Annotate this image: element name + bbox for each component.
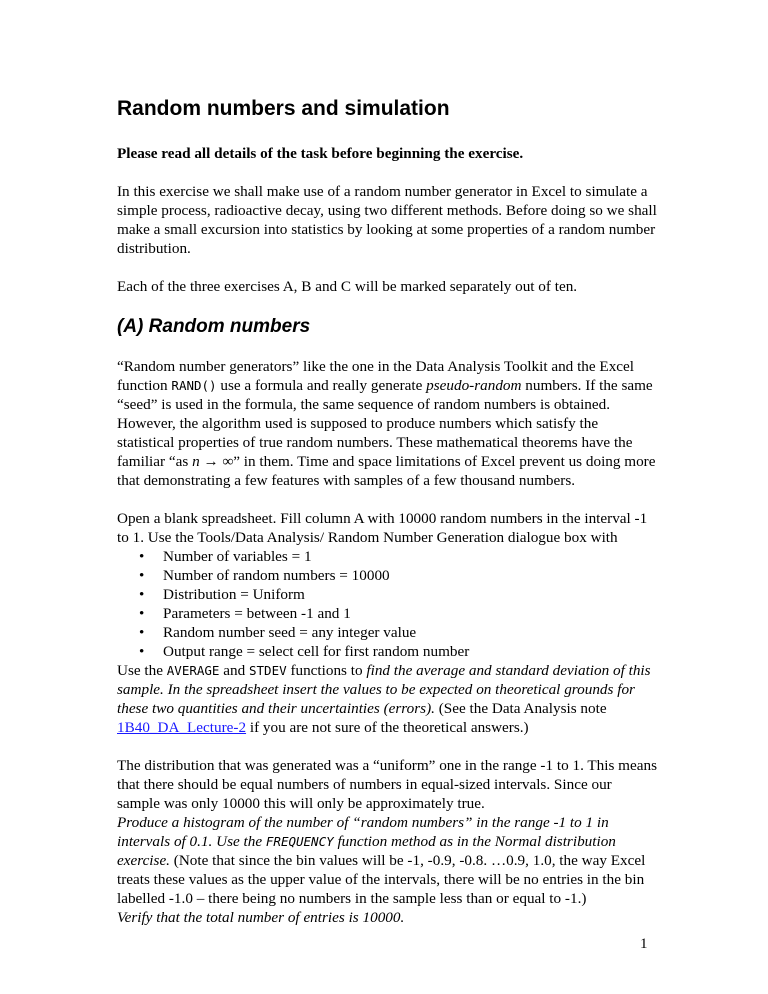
document-body (117, 96, 657, 946)
text-run: “Random number generators” like the one in the Data Analysis Toolkit and the Excel function (117, 358, 634, 394)
task-instruction: function method as in the Normal distribution exercise. (117, 833, 616, 869)
text-run: functions to (286, 662, 367, 679)
average-function: AVERAGE (166, 663, 220, 678)
setup-block (117, 509, 657, 737)
page-title: Random numbers and simulation (117, 97, 450, 120)
limit-expression: n → ∞ (192, 453, 234, 470)
list-item: • Output range = select cell for first random number (163, 642, 657, 661)
text-run: use a formula and really generate (216, 377, 427, 394)
list-item: • Number of variables = 1 (163, 547, 657, 566)
lecture-link[interactable]: 1B40_DA_Lecture-2 (117, 719, 247, 736)
rng-paragraph (117, 357, 657, 490)
histogram-paragraph (117, 756, 657, 927)
list-item: • Random number seed = any integer value (163, 623, 657, 642)
text-run: (Note that since the bin values will be -1, -0.9, -0.8. …0.9, 1.0, the way Excel treats these values as the upper value of the intervals, there will be no entries in the bin labelled -1.0 – there being no numbers in the sample less than or equal to -1.) (117, 852, 646, 907)
text-run: and (219, 662, 249, 679)
intro-notice: Please read all details of the task before beginning the exercise. (117, 145, 524, 162)
frequency-function: FREQUENCY (265, 834, 334, 849)
verify-instruction: Verify that the total number of entries is 10000. (117, 909, 405, 926)
setup-paragraph: Open a blank spreadsheet. Fill column A with 10000 random numbers in the interval -1 to 1. Use the Tools/Data Analysis/ Random Number Generation dialogue box with (117, 510, 648, 546)
task-instruction: find the average and standard deviation of this sample. In the spreadsheet insert the values to be expected on theoretical grounds for these two quantities and their uncertainties (errors). (117, 662, 651, 717)
stdev-function: STDEV (249, 663, 287, 678)
text-run: The distribution that was generated was a “uniform” one in the range -1 to 1. This means that there should be equal numbers of numbers in equal-sized intervals. Since our sample was only 10000 this will only be approximately true. (117, 757, 657, 812)
intro-paragraph: In this exercise we shall make use of a random number generator in Excel to simulate a simple process, radioactive decay, using two different methods. Before doing so we shall make a small excursion into statistics by looking at some properties of a random number distribution. (117, 183, 657, 257)
average-stdev-paragraph (117, 661, 657, 737)
text-run: numbers. If the same “seed” is used in the formula, the same sequence of random numbers is obtained. However, the algorithm used is supposed to produce numbers which satisfy the statistical properties of true random numbers. These mathematical theorems have the familiar “as (117, 377, 653, 470)
section-a-heading: (A) Random numbers (117, 316, 311, 337)
text-run: if you are not sure of the theoretical answers.) (246, 719, 529, 736)
list-item: • Parameters = between -1 and 1 (163, 604, 657, 623)
marking-paragraph: Each of the three exercises A, B and C will be marked separately out of ten. (117, 278, 578, 295)
text-run: Use the (117, 662, 167, 679)
pseudo-random-term: pseudo-random (426, 377, 522, 394)
task-instruction: Produce a histogram of the number of “random numbers” in the range -1 to 1 in intervals of 0.1. Use the (117, 814, 609, 850)
settings-list (117, 547, 657, 661)
page-number: 1 (640, 936, 648, 952)
rand-function: RAND() (171, 378, 217, 393)
list-item: • Number of random numbers = 10000 (163, 566, 657, 585)
list-item: • Distribution = Uniform (163, 585, 657, 604)
text-run: (See the Data Analysis note (434, 700, 607, 717)
text-run: ” in them. Time and space limitations of Excel prevent us doing more that demonstrating a few features with samples of a few thousand numbers. (117, 453, 656, 489)
